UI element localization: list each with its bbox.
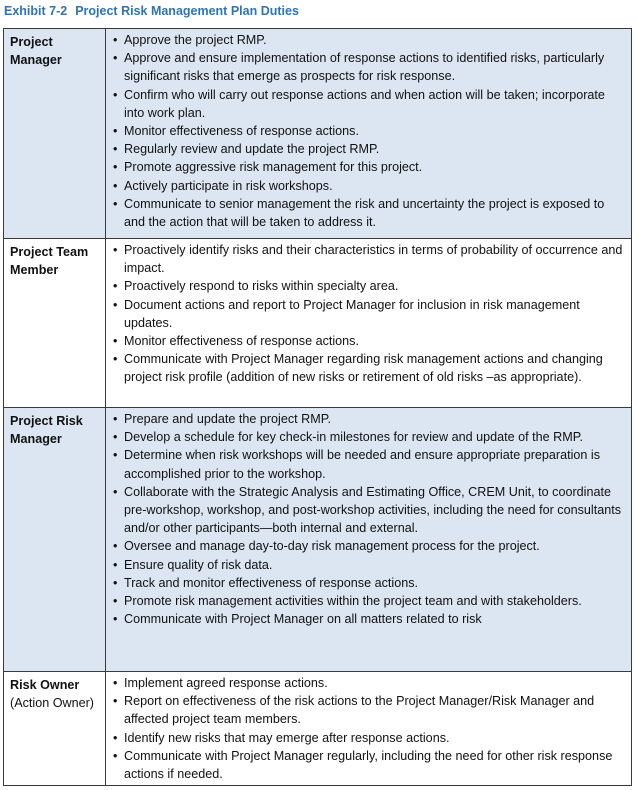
role-name: Risk Owner	[10, 678, 80, 692]
exhibit-title	[4, 1, 299, 21]
duty-item: • Approve and ensure implementation of response actions to identified risks, particularly significant risks that emerge as prospects for risk response.	[112, 49, 627, 85]
duty-item: • Implement agreed response actions.	[112, 674, 627, 692]
duty-list	[112, 241, 627, 387]
duty-item: • Track and monitor effectiveness of response actions.	[112, 574, 627, 592]
role-cell	[4, 408, 106, 672]
duty-item: • Promote risk management activities within the project team and with stakeholders.	[112, 592, 627, 610]
duty-item: • Collaborate with the Strategic Analysis and Estimating Office, CREM Unit, to coordinate pre-workshop, workshop, and post-workshop activities, including the need for consultants and/or other participants—both internal and external.	[112, 483, 627, 538]
duties-cell	[106, 408, 632, 672]
role-cell	[4, 239, 106, 408]
role-cell	[4, 672, 106, 786]
exhibit-number: Exhibit 7-2	[4, 4, 68, 18]
table-row-project-team-member	[4, 239, 632, 408]
table-row-project-manager	[4, 29, 632, 239]
duty-item: • Identify new risks that may emerge after response actions.	[112, 729, 627, 747]
duty-item: • Document actions and report to Project Manager for inclusion in risk management updates.	[112, 296, 627, 332]
role-subtitle: (Action Owner)	[10, 696, 94, 711]
duty-item: • Approve the project RMP.	[112, 31, 627, 49]
role-name: Project Manager	[10, 35, 62, 68]
duty-item: • Promote aggressive risk management for this project.	[112, 158, 627, 176]
duty-item: • Develop a schedule for key check-in milestones for review and update of the RMP.	[112, 428, 627, 446]
duty-item: • Prepare and update the project RMP.	[112, 410, 627, 428]
duty-item: • Confirm who will carry out response actions and when action will be taken; incorporate into work plan.	[112, 86, 627, 122]
duty-list	[112, 674, 627, 783]
duties-cell	[106, 239, 632, 408]
duty-item: • Communicate to senior management the risk and uncertainty the project is exposed to and the action that will be taken to address it.	[112, 195, 627, 231]
role-name: Project Risk Manager	[10, 414, 83, 447]
duty-item: • Monitor effectiveness of response actions.	[112, 332, 627, 350]
duty-item: • Report on effectiveness of the risk actions to the Project Manager/Risk Manager and affected project team members.	[112, 692, 627, 728]
duty-item: • Communicate with Project Manager regularly, including the need for other risk response actions if needed.	[112, 747, 627, 783]
duty-item: • Actively participate in risk workshops.	[112, 177, 627, 195]
duties-table	[3, 28, 632, 786]
role-name: Project Team Member	[10, 245, 89, 278]
duty-item: • Proactively respond to risks within specialty area.	[112, 277, 627, 295]
duty-item: • Proactively identify risks and their characteristics in terms of probability of occurrence and impact.	[112, 241, 627, 277]
duties-cell	[106, 29, 632, 239]
duty-item: • Communicate with Project Manager on all matters related to risk	[112, 610, 627, 628]
duty-list	[112, 31, 627, 231]
role-cell	[4, 29, 106, 239]
duty-item: • Regularly review and update the project RMP.	[112, 140, 627, 158]
duty-item: • Oversee and manage day-to-day risk management process for the project.	[112, 537, 627, 555]
duty-item: • Communicate with Project Manager regarding risk management actions and changing project risk profile (addition of new risks or retirement of old risks –as appropriate).	[112, 350, 627, 386]
exhibit-caption: Project Risk Management Plan Duties	[75, 4, 299, 18]
table-row-risk-owner	[4, 672, 632, 786]
duties-cell	[106, 672, 632, 786]
duty-list	[112, 410, 627, 628]
table-row-project-risk-manager	[4, 408, 632, 672]
duty-item: • Ensure quality of risk data.	[112, 556, 627, 574]
duty-item: • Determine when risk workshops will be needed and ensure appropriate preparation is accomplished prior to the workshop.	[112, 446, 627, 482]
duty-item: • Monitor effectiveness of response actions.	[112, 122, 627, 140]
